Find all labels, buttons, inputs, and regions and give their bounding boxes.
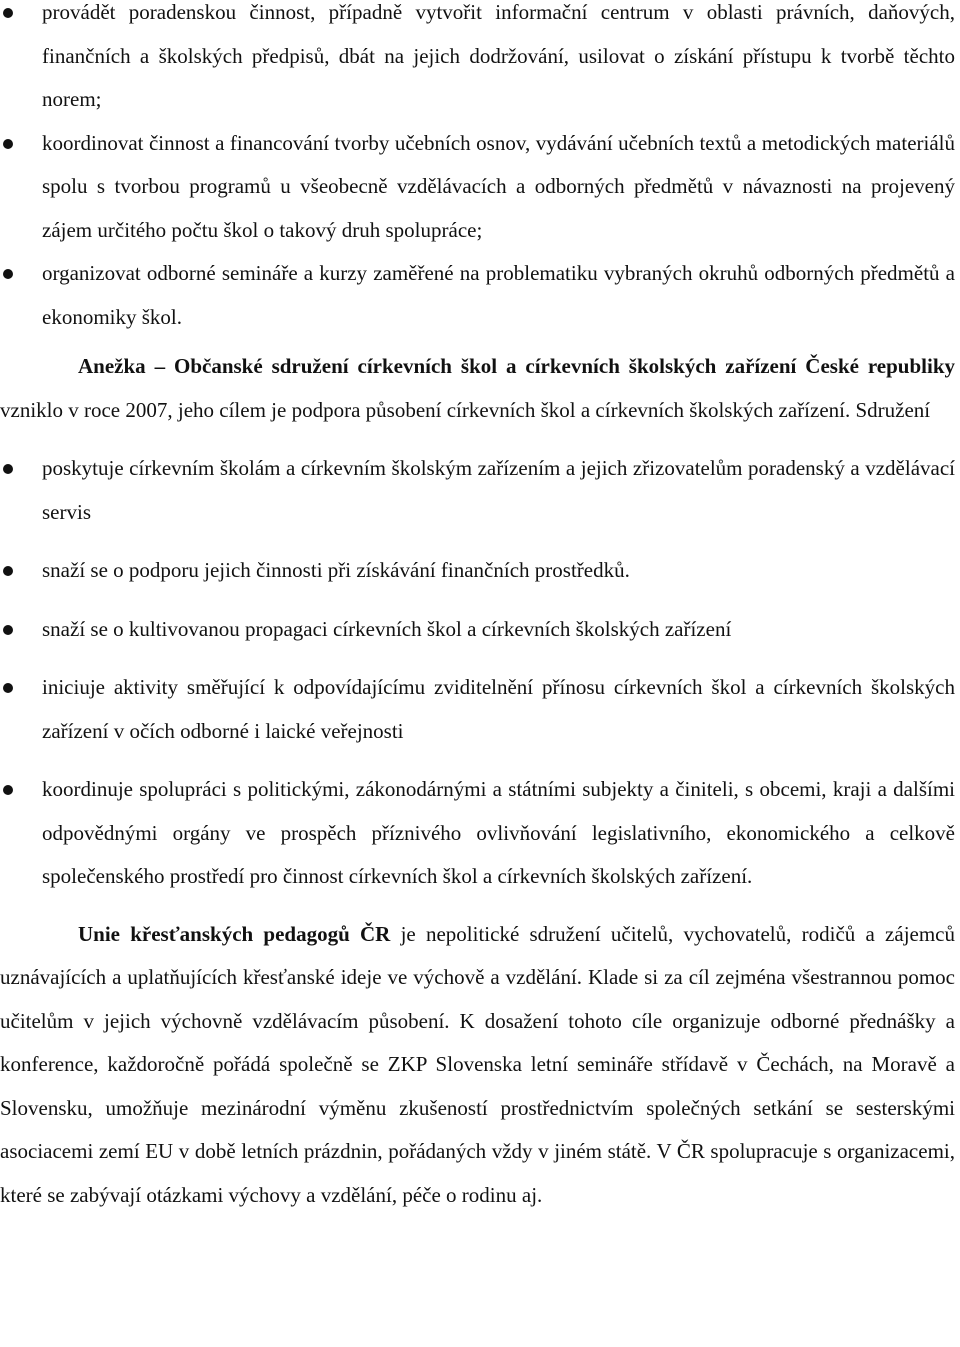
list-item-text: organizovat odborné semináře a kurzy zaměřené na problematiku vybraných okruhů odborných předmětů a ekonomiky škol. [42, 261, 955, 329]
anezka-name: Anežka – Občanské sdružení církevních škol a církevních školských zařízení České republiky [78, 354, 955, 378]
list-item [0, 252, 955, 339]
list-item [0, 549, 955, 593]
bullet-icon [3, 625, 13, 635]
list-item-text: provádět poradenskou činnost, případně vytvořit informační centrum v oblasti právních, daňových, finančních a školských předpisů, dbát na jejich dodržování, usilovat o získání přístupu k tvorbě těchto norem; [42, 0, 955, 111]
bullet-icon [3, 785, 13, 795]
ukp-name: Unie křesťanských pedagogů ČR [78, 921, 391, 946]
list-item-text: koordinovat činnost a financování tvorby učebních osnov, vydávání učebních textů a metodických materiálů spolu s tvorbou programů u všeobecně vzdělávacích a odborných předmětů v návaznosti na projevený zájem určitého počtu škol o takový druh spolupráce; [42, 130, 955, 242]
list-item-text: snaží se o kultivovanou propagaci církevních škol a církevních školských zařízení [42, 616, 732, 641]
list-item-text: koordinuje spolupráci s politickými, zákonodárnými a státními subjekty a činiteli, s obcemi, kraji a dalšími odpovědnými orgány ve prospěch příznivého ovlivňování legislativního, ekonomického a celkově společenského prostředí pro činnost církevních škol a církevních školských zařízení. [42, 777, 955, 888]
list-item-text: poskytuje církevním školám a církevním školským zařízením a jejich zřizovatelům poradenský a vzdělávací servis [42, 456, 955, 524]
ukp-text: je nepolitické sdružení učitelů, vychovatelů, rodičů a zájemců uznávajících a uplatňujících křesťanské ideje ve výchově a vzdělání. Klade si za cíl zejména všestrannou pomoc učitelům v jejich výchovně vzdělávacím působení. K dosažení tohoto cíle organizuje odborné přednášky a konference, každoročně pořádá společně se ZKP Slovenska letní semináře střídavě v Čechách, na Moravě a Slovensku, umožňuje mezinárodní výměnu zkušeností prostřednictvím společných setkání se sesterskými asociacemi zemí EU v době letních prázdnin, pořádaných vždy v jiném státě. V ČR spolupracuje s organizacemi, které se zabývají otázkami výchovy a vzdělání, péče o rodinu aj. [0, 921, 956, 1207]
list-item [0, 122, 955, 253]
list-item-text: iniciuje aktivity směřující k odpovídajícímu zviditelnění přínosu církevních škol a církevních školských zařízení v očích odborné i laické veřejnosti [42, 675, 955, 743]
bullet-icon [3, 566, 13, 576]
ukp-paragraph [0, 913, 955, 1218]
bullet-icon [3, 464, 13, 474]
list-item [0, 666, 955, 753]
list-item [0, 608, 955, 652]
bullet-icon [3, 683, 13, 693]
list-item-text: snaží se o podporu jejich činnosti při získávání finančních prostředků. [42, 558, 630, 582]
anezka-list [0, 447, 955, 899]
goals-list [0, 0, 955, 339]
anezka-paragraph [0, 345, 955, 432]
list-item [0, 0, 955, 122]
anezka-text: vzniklo v roce 2007, jeho cílem je podpora působení církevních škol a církevních školských zařízení. Sdružení [0, 397, 931, 422]
bullet-icon [3, 8, 13, 18]
list-item [0, 768, 955, 899]
list-item [0, 447, 955, 534]
bullet-icon [3, 139, 13, 149]
bullet-icon [3, 269, 13, 279]
